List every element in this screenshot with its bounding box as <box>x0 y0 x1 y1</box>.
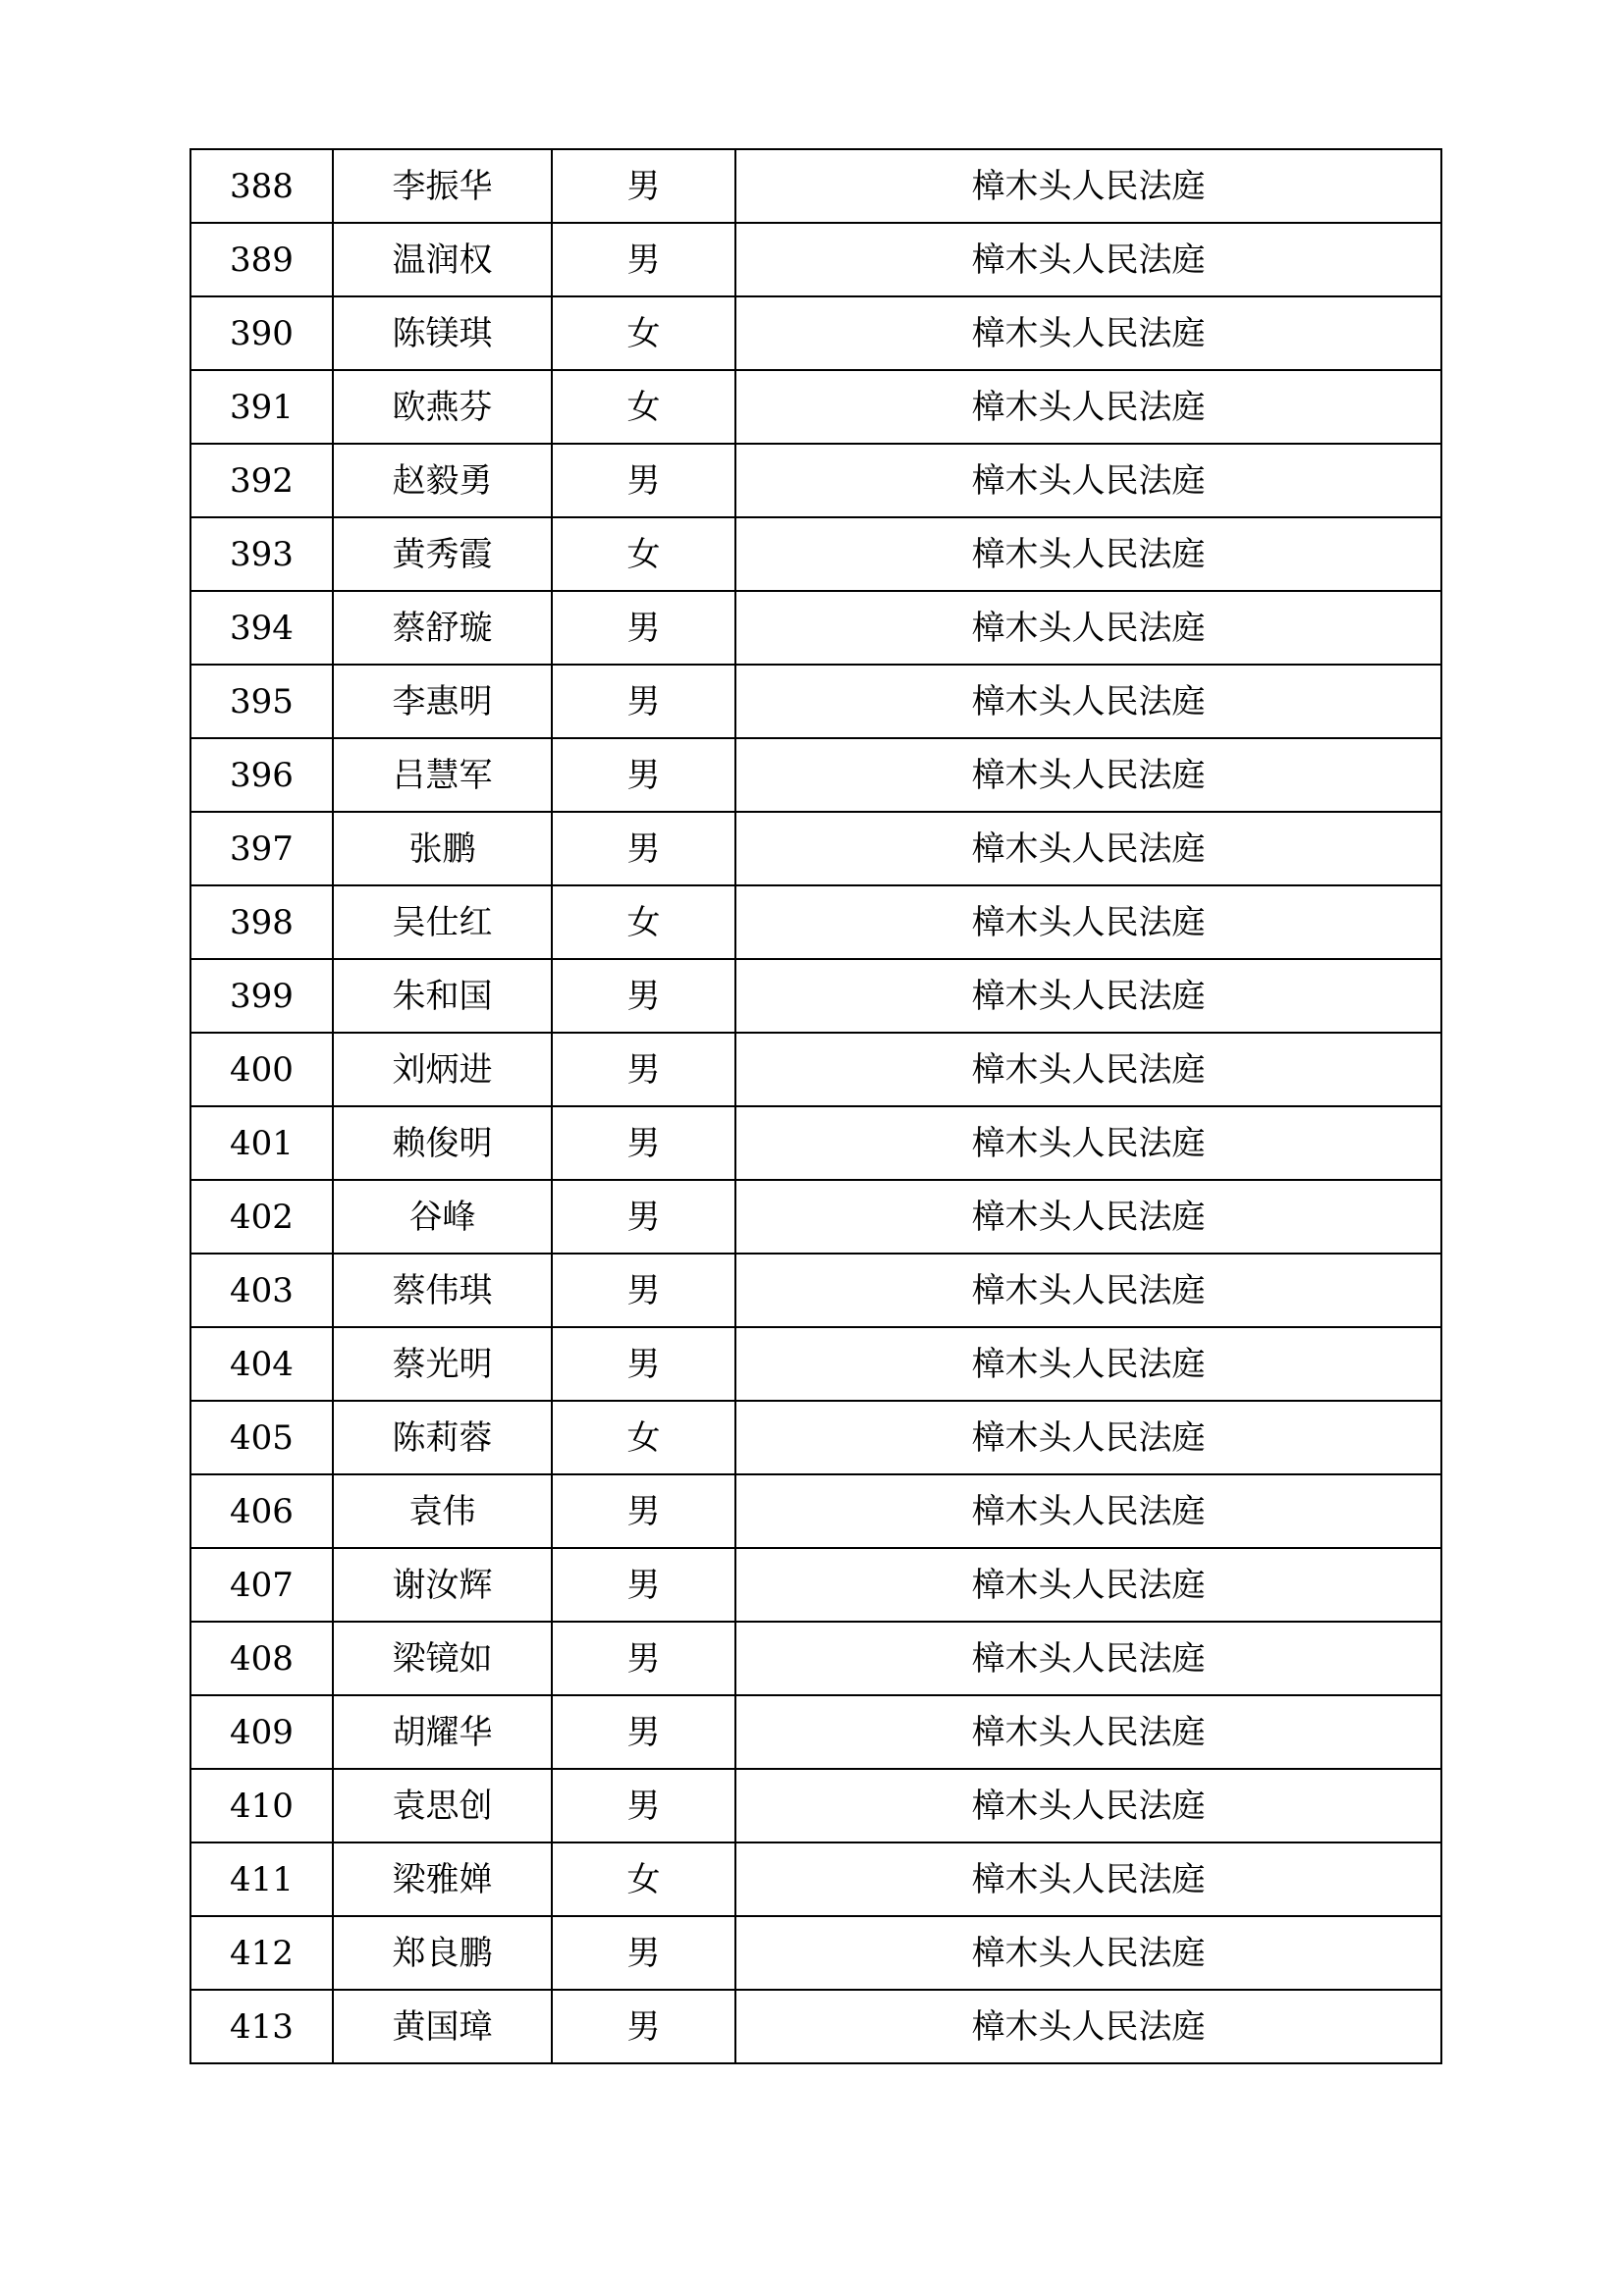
name-cell: 欧燕芬 <box>333 370 552 444</box>
table-row <box>190 149 1441 223</box>
gender-cell: 男 <box>552 1916 735 1990</box>
gender-cell: 男 <box>552 1622 735 1695</box>
row-number-cell: 391 <box>190 370 333 444</box>
gender-cell: 女 <box>552 517 735 591</box>
table-row <box>190 1548 1441 1622</box>
court-cell: 樟木头人民法庭 <box>735 1548 1441 1622</box>
table-row <box>190 1474 1441 1548</box>
gender-cell: 女 <box>552 1401 735 1474</box>
row-number-cell: 397 <box>190 812 333 885</box>
row-number-cell: 393 <box>190 517 333 591</box>
name-cell: 朱和国 <box>333 959 552 1033</box>
name-cell: 郑良鹏 <box>333 1916 552 1990</box>
gender-cell: 男 <box>552 1254 735 1327</box>
table-row <box>190 444 1441 517</box>
name-cell: 张鹏 <box>333 812 552 885</box>
table-row <box>190 1695 1441 1769</box>
court-cell: 樟木头人民法庭 <box>735 1842 1441 1916</box>
table-row <box>190 1254 1441 1327</box>
name-cell: 黄国璋 <box>333 1990 552 2063</box>
name-cell: 袁思创 <box>333 1769 552 1842</box>
name-cell: 蔡光明 <box>333 1327 552 1401</box>
table-row <box>190 1106 1441 1180</box>
gender-cell: 男 <box>552 591 735 665</box>
gender-cell: 男 <box>552 149 735 223</box>
row-number-cell: 408 <box>190 1622 333 1695</box>
roster-table <box>189 148 1442 2064</box>
gender-cell: 男 <box>552 959 735 1033</box>
court-cell: 樟木头人民法庭 <box>735 370 1441 444</box>
name-cell: 黄秀霞 <box>333 517 552 591</box>
row-number-cell: 394 <box>190 591 333 665</box>
table-row <box>190 1622 1441 1695</box>
table-row <box>190 1842 1441 1916</box>
row-number-cell: 398 <box>190 885 333 959</box>
gender-cell: 男 <box>552 1990 735 2063</box>
name-cell: 吕慧军 <box>333 738 552 812</box>
roster-table-body <box>190 149 1441 2063</box>
name-cell: 胡耀华 <box>333 1695 552 1769</box>
row-number-cell: 389 <box>190 223 333 296</box>
court-cell: 樟木头人民法庭 <box>735 1990 1441 2063</box>
gender-cell: 男 <box>552 1474 735 1548</box>
court-cell: 樟木头人民法庭 <box>735 1916 1441 1990</box>
row-number-cell: 396 <box>190 738 333 812</box>
court-cell: 樟木头人民法庭 <box>735 665 1441 738</box>
court-cell: 樟木头人民法庭 <box>735 1474 1441 1548</box>
name-cell: 李振华 <box>333 149 552 223</box>
name-cell: 赵毅勇 <box>333 444 552 517</box>
court-cell: 樟木头人民法庭 <box>735 591 1441 665</box>
name-cell: 赖俊明 <box>333 1106 552 1180</box>
court-cell: 樟木头人民法庭 <box>735 517 1441 591</box>
court-cell: 樟木头人民法庭 <box>735 959 1441 1033</box>
row-number-cell: 406 <box>190 1474 333 1548</box>
name-cell: 李惠明 <box>333 665 552 738</box>
row-number-cell: 413 <box>190 1990 333 2063</box>
name-cell: 陈莉蓉 <box>333 1401 552 1474</box>
court-cell: 樟木头人民法庭 <box>735 149 1441 223</box>
table-row <box>190 1769 1441 1842</box>
court-cell: 樟木头人民法庭 <box>735 1769 1441 1842</box>
gender-cell: 男 <box>552 812 735 885</box>
row-number-cell: 399 <box>190 959 333 1033</box>
table-row <box>190 1990 1441 2063</box>
court-cell: 樟木头人民法庭 <box>735 812 1441 885</box>
gender-cell: 男 <box>552 1695 735 1769</box>
table-row <box>190 812 1441 885</box>
table-row <box>190 885 1441 959</box>
court-cell: 樟木头人民法庭 <box>735 1033 1441 1106</box>
gender-cell: 女 <box>552 370 735 444</box>
table-row <box>190 370 1441 444</box>
row-number-cell: 400 <box>190 1033 333 1106</box>
gender-cell: 男 <box>552 1769 735 1842</box>
row-number-cell: 412 <box>190 1916 333 1990</box>
row-number-cell: 402 <box>190 1180 333 1254</box>
table-row <box>190 223 1441 296</box>
gender-cell: 男 <box>552 444 735 517</box>
name-cell: 吴仕红 <box>333 885 552 959</box>
court-cell: 樟木头人民法庭 <box>735 1180 1441 1254</box>
name-cell: 蔡伟琪 <box>333 1254 552 1327</box>
name-cell: 谢汝辉 <box>333 1548 552 1622</box>
table-row <box>190 591 1441 665</box>
table-row <box>190 1916 1441 1990</box>
name-cell: 陈镁琪 <box>333 296 552 370</box>
table-row <box>190 665 1441 738</box>
name-cell: 梁雅婵 <box>333 1842 552 1916</box>
gender-cell: 男 <box>552 1033 735 1106</box>
court-cell: 樟木头人民法庭 <box>735 885 1441 959</box>
court-cell: 樟木头人民法庭 <box>735 444 1441 517</box>
gender-cell: 男 <box>552 1180 735 1254</box>
gender-cell: 女 <box>552 296 735 370</box>
court-cell: 樟木头人民法庭 <box>735 1401 1441 1474</box>
table-row <box>190 738 1441 812</box>
table-row <box>190 1327 1441 1401</box>
court-cell: 樟木头人民法庭 <box>735 1695 1441 1769</box>
row-number-cell: 401 <box>190 1106 333 1180</box>
table-row <box>190 1401 1441 1474</box>
gender-cell: 男 <box>552 738 735 812</box>
gender-cell: 男 <box>552 1548 735 1622</box>
gender-cell: 女 <box>552 885 735 959</box>
name-cell: 袁伟 <box>333 1474 552 1548</box>
name-cell: 温润权 <box>333 223 552 296</box>
row-number-cell: 409 <box>190 1695 333 1769</box>
row-number-cell: 395 <box>190 665 333 738</box>
row-number-cell: 404 <box>190 1327 333 1401</box>
gender-cell: 男 <box>552 1106 735 1180</box>
table-row <box>190 1033 1441 1106</box>
row-number-cell: 410 <box>190 1769 333 1842</box>
row-number-cell: 392 <box>190 444 333 517</box>
court-cell: 樟木头人民法庭 <box>735 223 1441 296</box>
name-cell: 梁镜如 <box>333 1622 552 1695</box>
gender-cell: 男 <box>552 223 735 296</box>
row-number-cell: 405 <box>190 1401 333 1474</box>
name-cell: 蔡舒璇 <box>333 591 552 665</box>
court-cell: 樟木头人民法庭 <box>735 296 1441 370</box>
court-cell: 樟木头人民法庭 <box>735 738 1441 812</box>
name-cell: 谷峰 <box>333 1180 552 1254</box>
table-row <box>190 1180 1441 1254</box>
gender-cell: 男 <box>552 1327 735 1401</box>
row-number-cell: 403 <box>190 1254 333 1327</box>
court-cell: 樟木头人民法庭 <box>735 1327 1441 1401</box>
court-cell: 樟木头人民法庭 <box>735 1254 1441 1327</box>
gender-cell: 男 <box>552 665 735 738</box>
gender-cell: 女 <box>552 1842 735 1916</box>
row-number-cell: 411 <box>190 1842 333 1916</box>
court-cell: 樟木头人民法庭 <box>735 1106 1441 1180</box>
row-number-cell: 390 <box>190 296 333 370</box>
row-number-cell: 388 <box>190 149 333 223</box>
name-cell: 刘炳进 <box>333 1033 552 1106</box>
table-row <box>190 517 1441 591</box>
table-row <box>190 959 1441 1033</box>
table-row <box>190 296 1441 370</box>
row-number-cell: 407 <box>190 1548 333 1622</box>
court-cell: 樟木头人民法庭 <box>735 1622 1441 1695</box>
